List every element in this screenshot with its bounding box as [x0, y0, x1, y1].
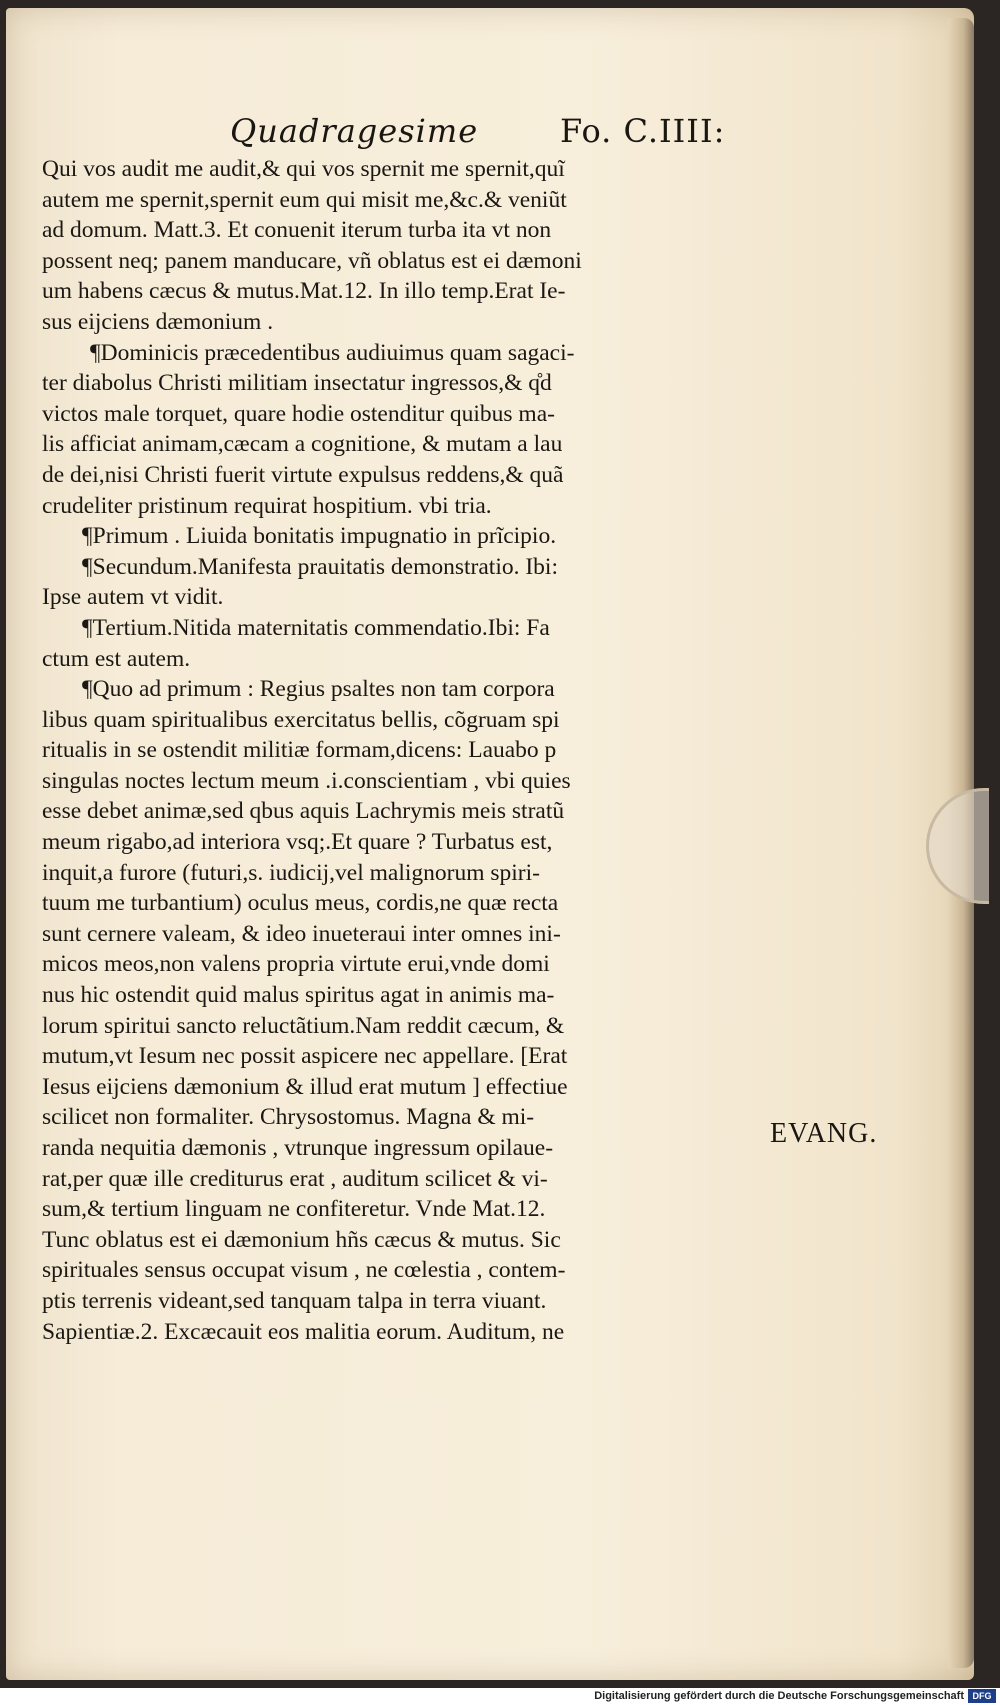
text-line: ptis terrenis videant,sed tanquam talpa in terra viuant. [42, 1287, 547, 1314]
text-line: um habens cæcus & mutus.Mat.12. In illo temp.Erat Ie- [42, 278, 566, 305]
text-line: esse debet animæ,sed qbus aquis Lachrymis meis stratũ [42, 798, 565, 825]
text-line: ¶Secundum.Manifesta prauitatis demonstratio. Ibi: [82, 553, 558, 580]
text-line: ¶Quo ad primum : Regius psaltes non tam corpora [82, 676, 555, 703]
text-line: tuum me turbantium) oculus meus, cordis,ne quæ recta [42, 890, 559, 917]
text-line: ctum est autem. [42, 645, 191, 672]
page-clip [926, 788, 989, 904]
text-line: crudeliter pristinum requirat hospitium. vbi tria. [42, 492, 492, 519]
text-line: Iesus eijciens dæmonium & illud erat mutum ] effectiue [42, 1073, 568, 1100]
funding-credit: Digitalisierung gefördert durch die Deutsche Forschungsgemeinschaft [594, 1690, 964, 1702]
text-line: inquit,a furore (futuri,s. iudicij,vel malignorum spiri- [42, 859, 540, 886]
text-line: victos male torquet, quare hodie ostenditur quibus ma- [42, 400, 555, 427]
text-line: nus hic ostendit quid malus spiritus agat in animis ma- [42, 982, 555, 1009]
text-line: lis afficiat animam,cæcam a cognitione, & mutam a lau [42, 431, 563, 458]
running-title: Quadragesime [230, 112, 479, 150]
text-line: Sapientiæ.2. Excæcauit eos malitia eorum. Auditum, ne [42, 1318, 565, 1345]
text-line: randa nequitia dæmonis , vtrunque ingressum opilaue- [42, 1135, 554, 1161]
text-line: autem me spernit,spernit eum qui misit me,&c.& veniũt [42, 186, 567, 213]
marginal-note: EVANG. [770, 1118, 878, 1149]
text-line: ter diabolus Christi militiam insectatur ingressos,& q̊d [42, 370, 552, 397]
text-line: rat,per quæ ille crediturus erat , auditum scilicet & vi- [42, 1165, 548, 1192]
dfg-logo: DFG [968, 1689, 996, 1703]
running-header [40, 112, 770, 156]
text-line: micos meos,non valens propria virtute erui,vnde domi [42, 951, 550, 978]
text-line: ad domum. Matt.3. Et conuenit iterum turba ita vt non [42, 217, 552, 244]
text-line: possent neq; panem manducare, vñ oblatus est ei dæmoni [42, 247, 582, 274]
text-line: ¶Tertium.Nitida maternitatis commendatio.Ibi: Fa [82, 614, 550, 641]
text-line: ¶Dominicis præcedentibus audiuimus quam sagaci- [90, 339, 575, 366]
text-line: mutum,vt Iesum nec possit aspicere nec appellare. [Erat [42, 1043, 568, 1070]
digitization-footer [0, 1688, 1000, 1705]
text-line: libus quam spiritualibus exercitatus bellis, cõgruam spi [42, 706, 560, 733]
text-line: lorum spiritui sancto reluctãtium.Nam reddit cæcum, & [42, 1012, 565, 1039]
text-line: sum,& tertium linguam ne confiteretur. Vnde Mat.12. [42, 1196, 546, 1223]
text-line: singulas noctes lectum meum .i.conscientiam , vbi quies [42, 767, 571, 794]
text-line: Tunc oblatus est ei dæmonium hñs cæcus & mutus. Sic [42, 1226, 561, 1253]
text-line: meum rigabo,ad interiora vsq;.Et quare ? Turbatus est, [42, 829, 553, 856]
body-text [42, 154, 764, 1347]
text-line: Ipse autem vt vidit. [42, 584, 224, 611]
text-line: ¶Primum . Liuida bonitatis impugnatio in prĩcipio. [82, 523, 557, 550]
text-line: spirituales sensus occupat visum , ne cœlestia , contem- [42, 1257, 566, 1284]
text-line: Qui vos audit me audit,& qui vos spernit me spernit,quĩ [42, 156, 565, 182]
text-line: de dei,nisi Christi fuerit virtute expulsus reddens,& quã [42, 461, 564, 488]
text-line: ritualis in se ostendit militiæ formam,dicens: Lauabo p [42, 737, 557, 764]
text-line: scilicet non formaliter. Chrysostomus. Magna & mi- [42, 1104, 535, 1131]
text-line: sunt cernere valeam, & ideo inueteraui inter omnes ini- [42, 920, 561, 947]
folio-number: Fo. C.IIII: [560, 112, 726, 150]
text-line: sus eijciens dæmonium . [42, 308, 274, 335]
